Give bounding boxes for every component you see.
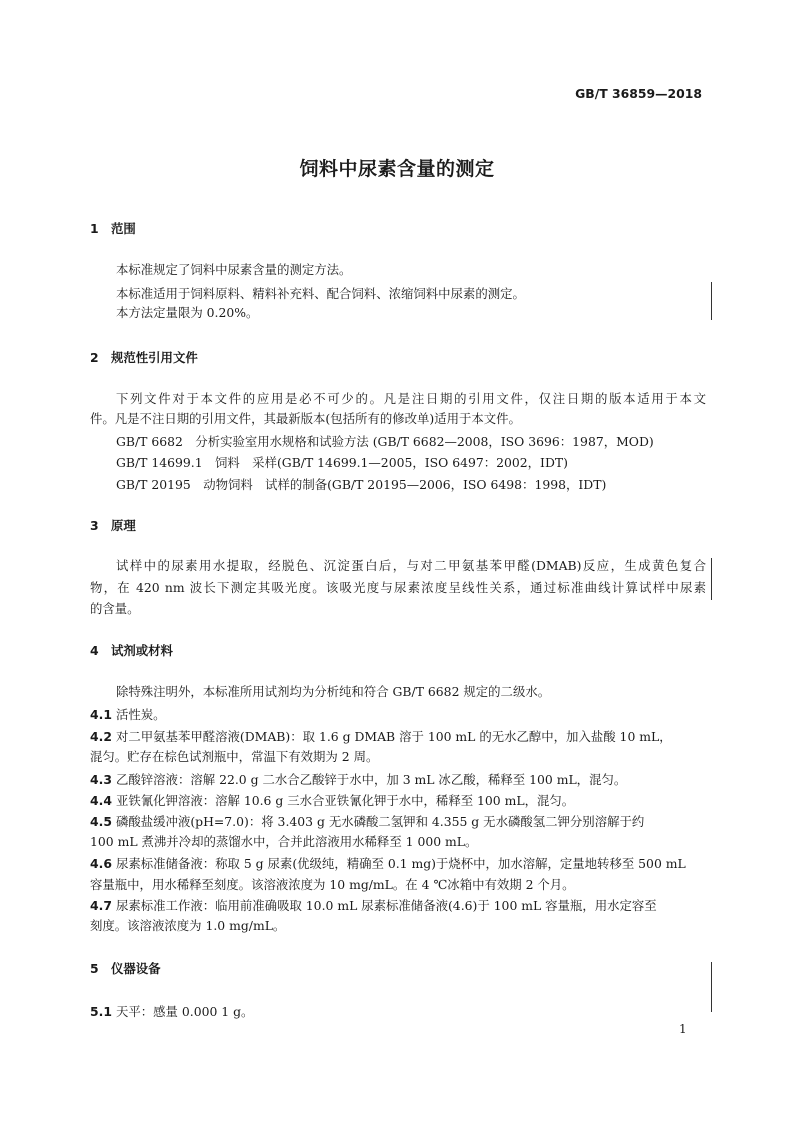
reference-line: GB/T 20195 动物饲料 试样的制备(GB/T 20195—2006，ISO 6498：1998，IDT) — [116, 477, 607, 492]
clause-continuation: 100 mL 煮沸并冷却的蒸馏水中，合并此溶液用水稀释至 1 000 mL。 — [90, 834, 478, 849]
revision-marker — [711, 558, 712, 600]
paragraph-line: 的含量。 — [90, 601, 140, 616]
clause-text: 活性炭。 — [116, 707, 166, 722]
clause-4-4 — [90, 793, 574, 809]
section-title: 原理 — [111, 518, 136, 533]
clause-number: 4.7 — [90, 898, 112, 913]
paragraph-line: 本标准规定了饲料中尿素含量的测定方法。 — [116, 262, 352, 277]
paragraph-line: 本方法定量限为 0.20%。 — [116, 305, 259, 320]
reference-line: GB/T 6682 分析实验室用水规格和试验方法 (GB/T 6682—2008，ISO 3696：1987，MOD) — [116, 434, 654, 449]
revision-marker — [711, 962, 712, 1012]
clause-4-1 — [90, 707, 166, 723]
paragraph-line: 除特殊注明外，本标准所用试剂均为分析纯和符合 GB/T 6682 规定的二级水。 — [116, 684, 551, 699]
section-number: 4 — [90, 643, 99, 658]
clause-4-5 — [90, 814, 706, 830]
paragraph-line: 件。凡是不注日期的引用文件，其最新版本(包括所有的修改单)适用于本文件。 — [90, 411, 521, 426]
document-title: 饲料中尿素含量的测定 — [299, 158, 495, 180]
paragraph-line: 试样中的尿素用水提取，经脱色、沉淀蛋白后，与对二甲氨基苯甲醛(DMAB)反应，生成黄色复合 — [116, 558, 706, 573]
paragraph-line: 下列文件对于本文件的应用是必不可少的。凡是注日期的引用文件，仅注日期的版本适用于本文 — [116, 391, 706, 406]
section-heading-reagents — [90, 643, 173, 659]
clause-continuation: 刻度。该溶液浓度为 1.0 mg/mL。 — [90, 918, 286, 933]
section-title: 范围 — [111, 221, 136, 236]
clause-number: 4.4 — [90, 793, 112, 808]
clause-number: 4.5 — [90, 814, 112, 829]
revision-marker — [711, 282, 712, 320]
clause-number: 4.3 — [90, 772, 112, 787]
clause-text: 磷酸盐缓冲液(pH=7.0)：将 3.403 g 无水磷酸二氢钾和 4.355 g 无水磷酸氢二钾分别溶解于约 — [116, 814, 645, 829]
section-number: 1 — [90, 221, 99, 236]
clause-text: 乙酸锌溶液：溶解 22.0 g 二水合乙酸锌于水中，加 3 mL 冰乙酸，稀释至 100 mL，混匀。 — [116, 772, 627, 787]
clause-text: 尿素标准储备液：称取 5 g 尿素(优级纯，精确至 0.1 mg)于烧杯中，加水溶解，定量地转移至 500 mL — [116, 856, 686, 871]
clause-5-1 — [90, 1004, 253, 1020]
section-number: 3 — [90, 518, 99, 533]
clause-4-2 — [90, 729, 706, 745]
paragraph-line: 物，在 420 nm 波长下测定其吸光度。该吸光度与尿素浓度呈线性关系，通过标准曲线计算试样中尿素 — [90, 580, 706, 595]
section-heading-normative-references — [90, 350, 198, 366]
clause-4-7 — [90, 898, 706, 914]
clause-number: 4.2 — [90, 729, 112, 744]
section-number: 2 — [90, 350, 99, 365]
clause-continuation: 容量瓶中，用水稀释至刻度。该溶液浓度为 10 mg/mL。在 4 ℃冰箱中有效期 2 个月。 — [90, 877, 575, 892]
page-number: 1 — [679, 1022, 687, 1036]
paragraph-line: 本标准适用于饲料原料、精料补充料、配合饲料、浓缩饲料中尿素的测定。 — [116, 286, 525, 301]
section-number: 5 — [90, 961, 99, 976]
section-heading-scope — [90, 221, 136, 237]
clause-4-6 — [90, 856, 706, 872]
clause-number: 4.1 — [90, 707, 112, 722]
section-heading-principle — [90, 518, 136, 534]
reference-line: GB/T 14699.1 饲料 采样(GB/T 14699.1—2005，ISO 6497：2002，IDT) — [116, 455, 568, 470]
standard-code: GB/T 36859—2018 — [575, 86, 702, 101]
clause-4-3 — [90, 772, 626, 788]
clause-text: 对二甲氨基苯甲醛溶液(DMAB)：取 1.6 g DMAB 溶于 100 mL 的无水乙醇中，加入盐酸 10 mL， — [116, 729, 672, 744]
clause-number: 5.1 — [90, 1004, 112, 1019]
clause-text: 天平：感量 0.000 1 g。 — [116, 1004, 254, 1019]
clause-text: 尿素标准工作液：临用前准确吸取 10.0 mL 尿素标准储备液(4.6)于 100 mL 容量瓶，用水定容至 — [116, 898, 657, 913]
clause-continuation: 混匀。贮存在棕色试剂瓶中，常温下有效期为 2 周。 — [90, 749, 379, 764]
section-heading-apparatus — [90, 961, 161, 977]
section-title: 规范性引用文件 — [111, 350, 198, 365]
clause-number: 4.6 — [90, 856, 112, 871]
section-title: 仪器设备 — [111, 961, 161, 976]
clause-text: 亚铁氰化钾溶液：溶解 10.6 g 三水合亚铁氰化钾于水中，稀释至 100 mL，混匀。 — [116, 793, 575, 808]
section-title: 试剂或材料 — [111, 643, 173, 658]
